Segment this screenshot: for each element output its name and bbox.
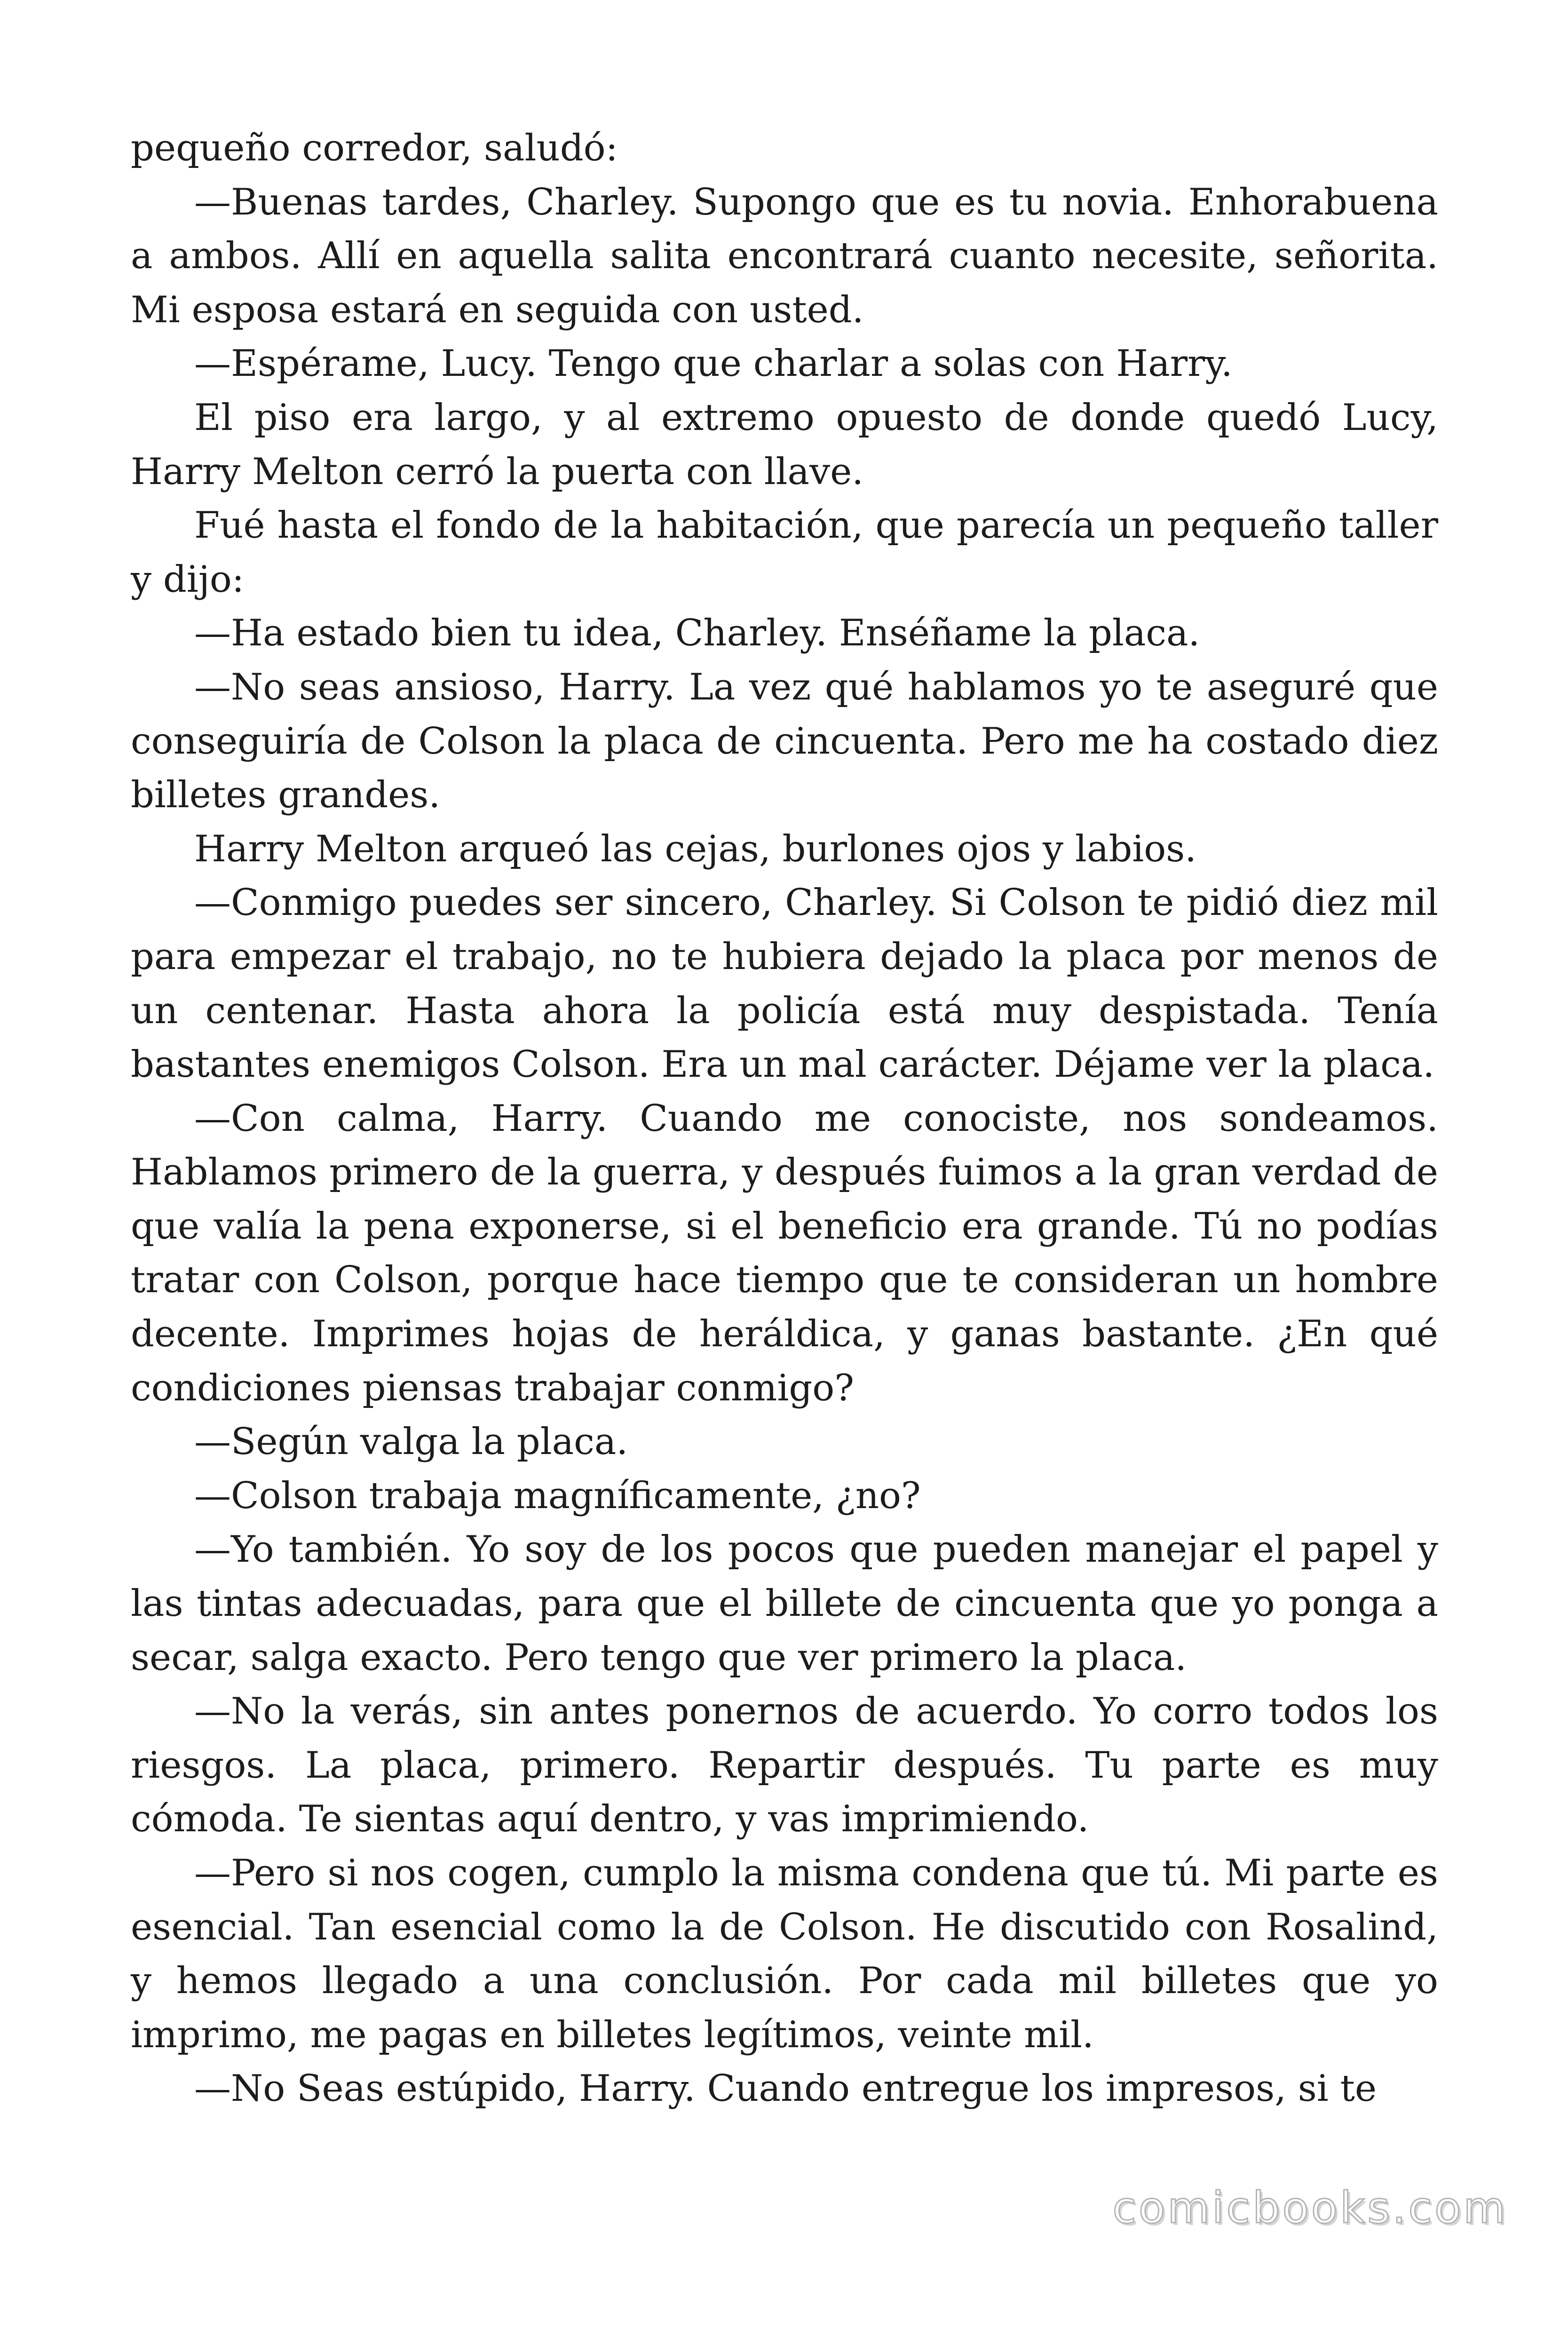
paragraph: —Pero si nos cogen, cumplo la misma condena que tú. Mi parte es esencial. Tan esencial como la de Colson. He discutido con Rosalind, y hemos llegado a una conclusión. Por cada mil billetes que yo imprimo, me pagas en billetes legítimos, veinte mil. [131,1852,1438,2056]
paragraph: Fué hasta el fondo de la habitación, que parecía un pequeño taller y dijo: [131,504,1438,601]
paragraph: —Yo también. Yo soy de los pocos que pueden manejar el papel y las tintas adecuadas, para que el billete de cincuenta que yo ponga a secar, salga exacto. Pero tengo que ver primero la placa. [131,1528,1438,1679]
paragraph: pequeño corredor, saludó: [131,127,618,169]
paragraph: El piso era largo, y al extremo opuesto de donde quedó Lucy, Harry Melton cerró la puerta con llave. [131,396,1438,493]
paragraph: —Buenas tardes, Charley. Supongo que es tu novia. Enhorabuena a ambos. Allí en aquella salita encontrará cuanto necesite, señorita. Mi esposa estará en seguida con usted. [131,181,1438,331]
paragraph: —No la verás, sin antes ponernos de acuerdo. Yo corro todos los riesgos. La placa, primero. Repartir después. Tu parte es muy cómoda. Te sientas aquí dentro, y vas imprimiendo. [131,1690,1438,1841]
page-text [131,121,1438,2116]
paragraph: —Colson trabaja magníficamente, ¿no? [194,1474,921,1517]
paragraph: —Ha estado bien tu idea, Charley. Enséñame la placa. [194,612,1200,655]
paragraph: —Con calma, Harry. Cuando me conociste, nos sondeamos. Hablamos primero de la guerra, y después fuimos a la gran verdad de que valía la pena exponerse, si el beneficio era grande. Tú no podías tratar con Colson, porque hace tiempo que te consideran un hombre decente. Imprimes hojas de heráldica, y ganas bastante. ¿En qué condiciones piensas trabajar conmigo? [131,1097,1438,1409]
paragraph: —Según valga la placa. [194,1421,628,1463]
paragraph: —No Seas estúpido, Harry. Cuando entregue los impresos, si te [194,2067,1377,2110]
paragraph: —Conmigo puedes ser sincero, Charley. Si Colson te pidió diez mil para empezar el trabajo, no te hubiera dejado la placa por menos de un centenar. Hasta ahora la policía está muy despistada. Tenía bastantes enemigos Colson. Era un mal carácter. Déjame ver la placa. [131,882,1438,1086]
paragraph: —No seas ansioso, Harry. La vez qué hablamos yo te aseguré que conseguiría de Colson la placa de cincuenta. Pero me ha costado diez billetes grandes. [131,666,1438,817]
watermark: comicbooks.com [1112,2183,1508,2233]
paragraph: —Espérame, Lucy. Tengo que charlar a solas con Harry. [194,342,1233,385]
paragraph: Harry Melton arqueó las cejas, burlones ojos y labios. [194,827,1197,870]
